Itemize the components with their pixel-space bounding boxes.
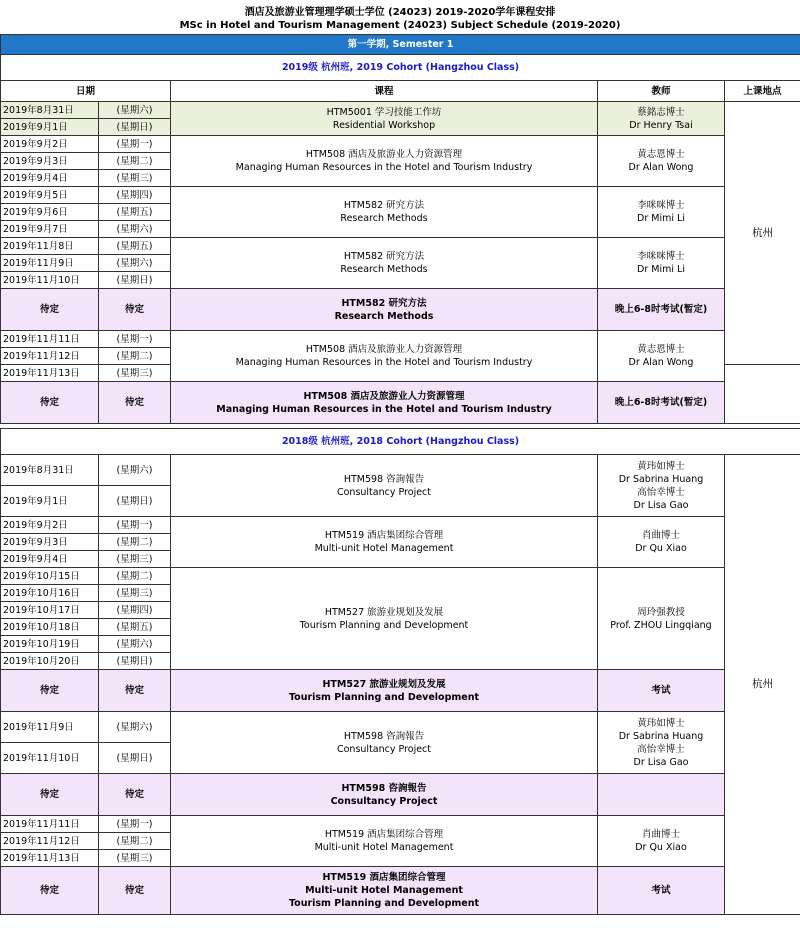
header-teacher: 教师 xyxy=(598,81,725,102)
date-cell: 2019年9月1日 xyxy=(1,486,99,517)
weekday-cell: (星期五) xyxy=(99,238,171,255)
teacher-cn: 周玲强教授 xyxy=(637,606,685,618)
course-cell xyxy=(171,712,598,774)
weekday-cell: (星期四) xyxy=(99,187,171,204)
teacher-en: Dr Mimi Li xyxy=(637,213,685,224)
course-code: HTM527 旅游业规划及发展 xyxy=(324,606,444,618)
weekday-cell: (星期六) xyxy=(99,636,171,653)
course-name: Multi-unit Hotel Management xyxy=(314,543,454,554)
date-cell: 2019年11月13日 xyxy=(1,365,99,382)
teacher-cn: 李咪咪博士 xyxy=(637,200,685,211)
tbd-day: 待定 xyxy=(99,774,171,816)
weekday-cell: (星期二) xyxy=(99,534,171,551)
date-cell: 2019年9月4日 xyxy=(1,551,99,568)
semester-header: 第一学期, Semester 1 xyxy=(1,35,800,55)
tbd-day: 待定 xyxy=(99,867,171,915)
course-cell xyxy=(171,568,598,670)
course-name: Consultancy Project xyxy=(336,486,431,498)
tbd-date: 待定 xyxy=(1,382,99,424)
date-cell: 2019年11月13日 xyxy=(1,850,99,867)
teacher-cn: 肖曲博士 xyxy=(641,829,680,840)
course-cell xyxy=(171,238,598,289)
weekday-cell: (星期三) xyxy=(99,365,171,382)
course-code: HTM508 酒店及旅游业人力资源管理 xyxy=(303,390,465,402)
course-code: HTM598 咨詢報告 xyxy=(341,782,427,794)
exam-note: 晚上6-8时考试(暂定) xyxy=(598,382,725,424)
teacher-cn: 高怡幸博士 xyxy=(637,743,685,755)
course-name: Research Methods xyxy=(340,264,428,275)
course-name: Tourism Planning and Development xyxy=(288,691,480,703)
course-name: Multi-unit Hotel Management xyxy=(305,885,463,896)
course-name: Multi-unit Hotel Management xyxy=(314,842,454,853)
weekday-cell: (星期一) xyxy=(99,136,171,153)
teacher-en: Dr Qu Xiao xyxy=(635,842,687,853)
course-name: Tourism Planning and Development xyxy=(288,898,480,909)
teacher-cn: 肖曲博士 xyxy=(641,530,680,541)
exam-note: 考试 xyxy=(598,867,725,915)
weekday-cell: (星期六) xyxy=(99,221,171,238)
weekday-cell: (星期二) xyxy=(99,348,171,365)
course-code: HTM598 咨詢報告 xyxy=(343,730,425,742)
exam-course-cell xyxy=(171,670,598,712)
weekday-cell: (星期二) xyxy=(99,153,171,170)
weekday-cell: (星期四) xyxy=(99,602,171,619)
tbd-day: 待定 xyxy=(99,289,171,331)
weekday-cell: (星期三) xyxy=(99,585,171,602)
tbd-date: 待定 xyxy=(1,774,99,816)
tbd-date: 待定 xyxy=(1,867,99,915)
teacher-cn: 李咪咪博士 xyxy=(637,251,685,262)
date-cell: 2019年11月11日 xyxy=(1,816,99,833)
weekday-cell: (星期三) xyxy=(99,850,171,867)
teacher-cn: 黄玮如博士 xyxy=(637,717,685,729)
course-cell xyxy=(171,517,598,568)
course-name: Research Methods xyxy=(340,213,428,224)
teacher-en: Dr Sabrina Huang xyxy=(618,730,704,742)
tbd-day: 待定 xyxy=(99,670,171,712)
weekday-cell: (星期一) xyxy=(99,331,171,348)
cohort-2018-title: 2018级 杭州班, 2018 Cohort (Hangzhou Class) xyxy=(1,429,800,455)
teacher-en: Dr Alan Wong xyxy=(628,162,694,173)
course-name: Managing Human Resources in the Hotel and Tourism Industry xyxy=(216,403,552,415)
weekday-cell: (星期六) xyxy=(99,712,171,743)
date-cell: 2019年9月4日 xyxy=(1,170,99,187)
weekday-cell: (星期五) xyxy=(99,619,171,636)
course-code: HTM519 酒店集团综合管理 xyxy=(322,872,446,883)
course-name: Managing Human Resources in the Hotel and Tourism Industry xyxy=(235,357,533,368)
document-title xyxy=(0,0,800,34)
tbd-date: 待定 xyxy=(1,670,99,712)
course-code: HTM508 酒店及旅游业人力资源管理 xyxy=(305,149,463,160)
weekday-cell: (星期日) xyxy=(99,653,171,670)
course-cell xyxy=(171,187,598,238)
schedule-table xyxy=(0,34,800,915)
weekday-cell: (星期三) xyxy=(99,551,171,568)
teacher-en: Dr Mimi Li xyxy=(637,264,685,275)
exam-note: 晚上6-8时考试(暂定) xyxy=(598,289,725,331)
teacher-en: Dr Lisa Gao xyxy=(633,756,689,768)
exam-course-cell xyxy=(171,774,598,816)
header-date: 日期 xyxy=(1,81,171,102)
date-cell: 2019年9月6日 xyxy=(1,204,99,221)
course-cell xyxy=(171,455,598,517)
date-cell: 2019年9月2日 xyxy=(1,136,99,153)
weekday-cell: (星期六) xyxy=(99,102,171,119)
exam-course-cell xyxy=(171,382,598,424)
course-name: Consultancy Project xyxy=(330,795,438,807)
date-cell: 2019年9月5日 xyxy=(1,187,99,204)
weekday-cell: (星期二) xyxy=(99,568,171,585)
course-name: Consultancy Project xyxy=(336,743,431,755)
header-course: 课程 xyxy=(171,81,598,102)
course-code: HTM598 咨詢報告 xyxy=(343,473,425,485)
date-cell: 2019年11月9日 xyxy=(1,255,99,272)
course-cell xyxy=(171,136,598,187)
weekday-cell: (星期五) xyxy=(99,204,171,221)
teacher-en: Dr Sabrina Huang xyxy=(618,473,704,485)
teacher-cell xyxy=(598,331,725,382)
location-cell: 杭州 xyxy=(725,102,800,365)
title-chinese: 酒店及旅游业管理理学硕士学位 (24023) 2019-2020学年课程安排 xyxy=(244,7,556,18)
location-cell: 杭州 xyxy=(725,455,800,915)
course-name: Residential Workshop xyxy=(332,119,436,131)
date-cell: 2019年8月31日 xyxy=(1,455,99,486)
date-cell: 2019年10月16日 xyxy=(1,585,99,602)
date-cell: 2019年11月10日 xyxy=(1,272,99,289)
date-cell: 2019年10月20日 xyxy=(1,653,99,670)
exam-course-cell xyxy=(171,867,598,915)
date-cell: 2019年9月1日 xyxy=(1,119,99,136)
teacher-en: Dr Alan Wong xyxy=(628,357,694,368)
date-cell: 2019年10月19日 xyxy=(1,636,99,653)
date-cell: 2019年9月3日 xyxy=(1,153,99,170)
date-cell: 2019年10月18日 xyxy=(1,619,99,636)
course-code: HTM519 酒店集团综合管理 xyxy=(324,829,444,840)
tbd-day: 待定 xyxy=(99,382,171,424)
course-code: HTM5001 学习技能工作坊 xyxy=(326,106,442,118)
date-cell: 2019年11月8日 xyxy=(1,238,99,255)
teacher-cn: 蔡銘志博士 xyxy=(637,106,685,118)
teacher-cn: 高怡幸博士 xyxy=(637,486,685,498)
teacher-en: Prof. ZHOU Lingqiang xyxy=(610,619,712,631)
date-cell: 2019年10月15日 xyxy=(1,568,99,585)
date-cell: 2019年11月9日 xyxy=(1,712,99,743)
weekday-cell: (星期日) xyxy=(99,119,171,136)
teacher-cell xyxy=(598,712,725,774)
date-cell: 2019年9月7日 xyxy=(1,221,99,238)
teacher-en: Dr Lisa Gao xyxy=(633,499,689,511)
teacher-en: Dr Henry Tsai xyxy=(629,119,693,131)
date-cell: 2019年11月12日 xyxy=(1,348,99,365)
teacher-cell xyxy=(598,455,725,517)
weekday-cell: (星期日) xyxy=(99,486,171,517)
weekday-cell: (星期三) xyxy=(99,170,171,187)
course-code: HTM508 酒店及旅游业人力资源管理 xyxy=(305,344,463,355)
course-code: HTM582 研究方法 xyxy=(341,297,427,309)
course-code: HTM519 酒店集团综合管理 xyxy=(324,530,444,541)
date-cell: 2019年11月11日 xyxy=(1,331,99,348)
course-cell xyxy=(171,331,598,382)
tbd-date: 待定 xyxy=(1,289,99,331)
weekday-cell: (星期一) xyxy=(99,816,171,833)
course-code: HTM582 研究方法 xyxy=(343,251,425,262)
course-name: Research Methods xyxy=(334,310,434,322)
course-name: Managing Human Resources in the Hotel and Tourism Industry xyxy=(235,162,533,173)
date-cell: 2019年11月10日 xyxy=(1,743,99,774)
teacher-cn: 黄志恩博士 xyxy=(637,344,685,355)
title-english: MSc in Hotel and Tourism Management (24023) Subject Schedule (2019-2020) xyxy=(179,20,621,31)
exam-course-cell xyxy=(171,289,598,331)
course-name: Tourism Planning and Development xyxy=(299,619,469,631)
weekday-cell: (星期一) xyxy=(99,517,171,534)
date-cell: 2019年11月12日 xyxy=(1,833,99,850)
header-location: 上课地点 xyxy=(725,81,800,102)
course-code: HTM582 研究方法 xyxy=(343,200,425,211)
exam-note: 考试 xyxy=(598,670,725,712)
date-cell: 2019年9月3日 xyxy=(1,534,99,551)
course-cell xyxy=(171,102,598,136)
teacher-cn: 黄玮如博士 xyxy=(637,460,685,472)
weekday-cell: (星期日) xyxy=(99,743,171,774)
weekday-cell: (星期日) xyxy=(99,272,171,289)
weekday-cell: (星期六) xyxy=(99,255,171,272)
teacher-cell xyxy=(598,187,725,238)
teacher-cell xyxy=(598,238,725,289)
weekday-cell: (星期二) xyxy=(99,833,171,850)
date-cell: 2019年9月2日 xyxy=(1,517,99,534)
teacher-cell xyxy=(598,517,725,568)
date-cell: 2019年10月17日 xyxy=(1,602,99,619)
teacher-cell xyxy=(598,102,725,136)
cohort-2019-title: 2019级 杭州班, 2019 Cohort (Hangzhou Class) xyxy=(1,55,800,81)
teacher-cell xyxy=(598,816,725,867)
exam-note xyxy=(598,774,725,816)
teacher-cell xyxy=(598,568,725,670)
course-code: HTM527 旅游业规划及发展 xyxy=(322,678,446,690)
teacher-en: Dr Qu Xiao xyxy=(635,543,687,554)
teacher-cn: 黄志恩博士 xyxy=(637,149,685,160)
course-cell xyxy=(171,816,598,867)
date-cell: 2019年8月31日 xyxy=(1,102,99,119)
teacher-cell xyxy=(598,136,725,187)
weekday-cell: (星期六) xyxy=(99,455,171,486)
